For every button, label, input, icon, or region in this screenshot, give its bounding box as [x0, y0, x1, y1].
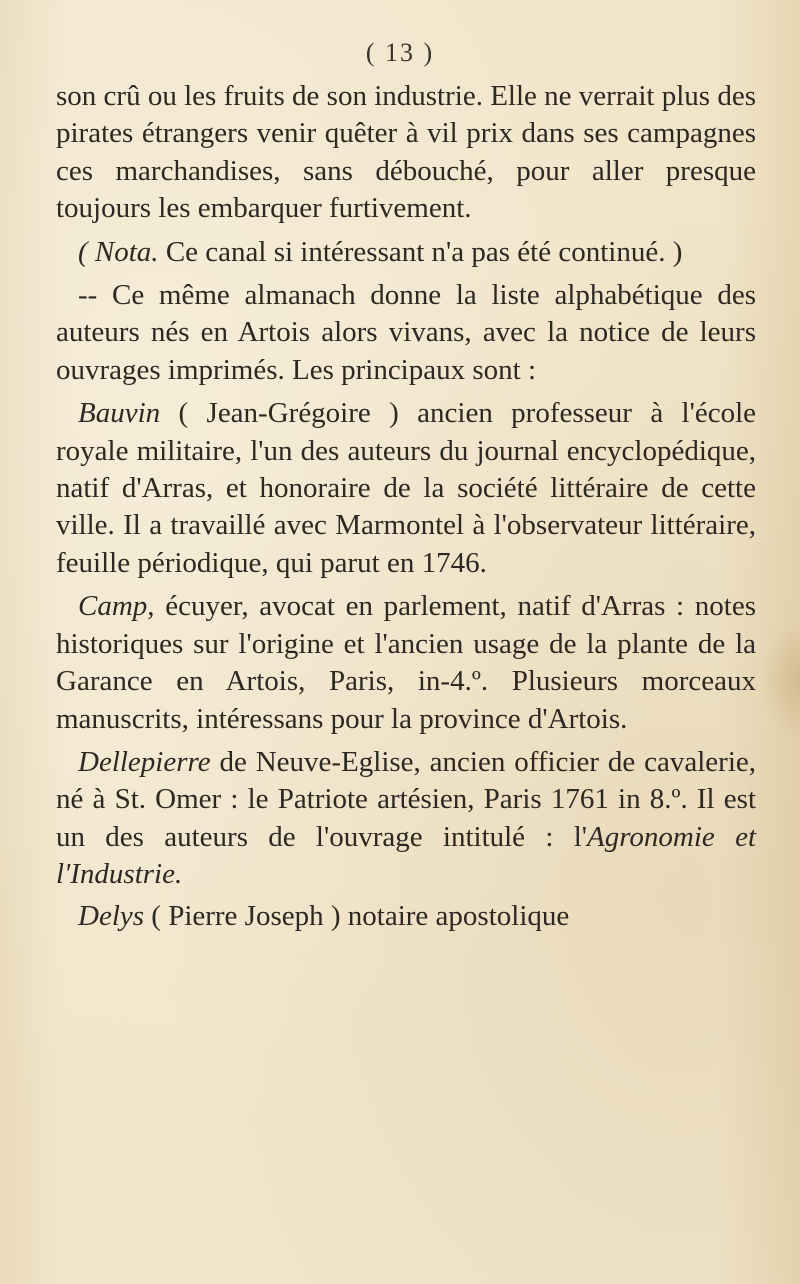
paragraph-almanach: [56, 277, 756, 389]
author-name: Dellepierre: [78, 745, 211, 778]
entry-delys: [56, 898, 756, 935]
paragraph-canal-trade: [56, 78, 756, 228]
paragraph-text: son crû ou les fruits de son industrie. Elle ne verrait plus des pirates étrangers venir quêter à vil prix dans ses campagnes ces marchandises, sans débouché, pour aller presque toujours les embarquer furtivement.: [56, 80, 756, 225]
author-name: Delys: [78, 899, 145, 932]
author-name: Bauvin: [78, 397, 161, 430]
page-number: ( 13 ): [365, 38, 435, 67]
entry-text: , écuyer, avocat en parlement, natif d'Arras : notes historiques sur l'origine et l'ancien usage de la plante de la Garance en Artois, Paris, in-4.º. Plusieurs morceaux manuscrits, intéressans pour la province d'Artois.: [56, 590, 756, 735]
entry-camp: [56, 588, 756, 738]
paragraph-text: -- Ce même almanach donne la liste alphabétique des auteurs nés en Artois alors vivans, avec la notice de leurs ouvrages imprimés. Les principaux sont :: [56, 279, 756, 386]
work-title: Agronomie et l'Industrie.: [56, 820, 756, 891]
paragraph-nota: [56, 234, 756, 271]
paragraph-text: Ce canal si intéressant n'a pas été continué. ): [158, 235, 683, 268]
entry-text: ( Pierre Joseph ) notaire apostolique: [144, 899, 570, 932]
body-text: [56, 78, 756, 941]
entry-text: ( Jean-Grégoire ) ancien professeur à l'école royale militaire, l'un des auteurs du journal encyclopédique, natif d'Arras, et honoraire de la société littéraire de cette ville. Il a travaillé avec Marmontel à l'observateur littéraire, feuille périodique, qui parut en 1746.: [56, 397, 756, 579]
entry-dellepierre: [56, 744, 756, 894]
nota-label: ( Nota.: [78, 235, 159, 268]
entry-text: de Neuve-Eglise, ancien officier de cavalerie, né à St. Omer : le Patriote artésien, Paris 1761 in 8.º. Il est un des auteurs de l'ouvrage intitulé : l': [56, 745, 756, 853]
entry-bauvin: [56, 395, 756, 582]
author-name: Camp: [78, 590, 148, 623]
paper-stain: [760, 620, 800, 740]
